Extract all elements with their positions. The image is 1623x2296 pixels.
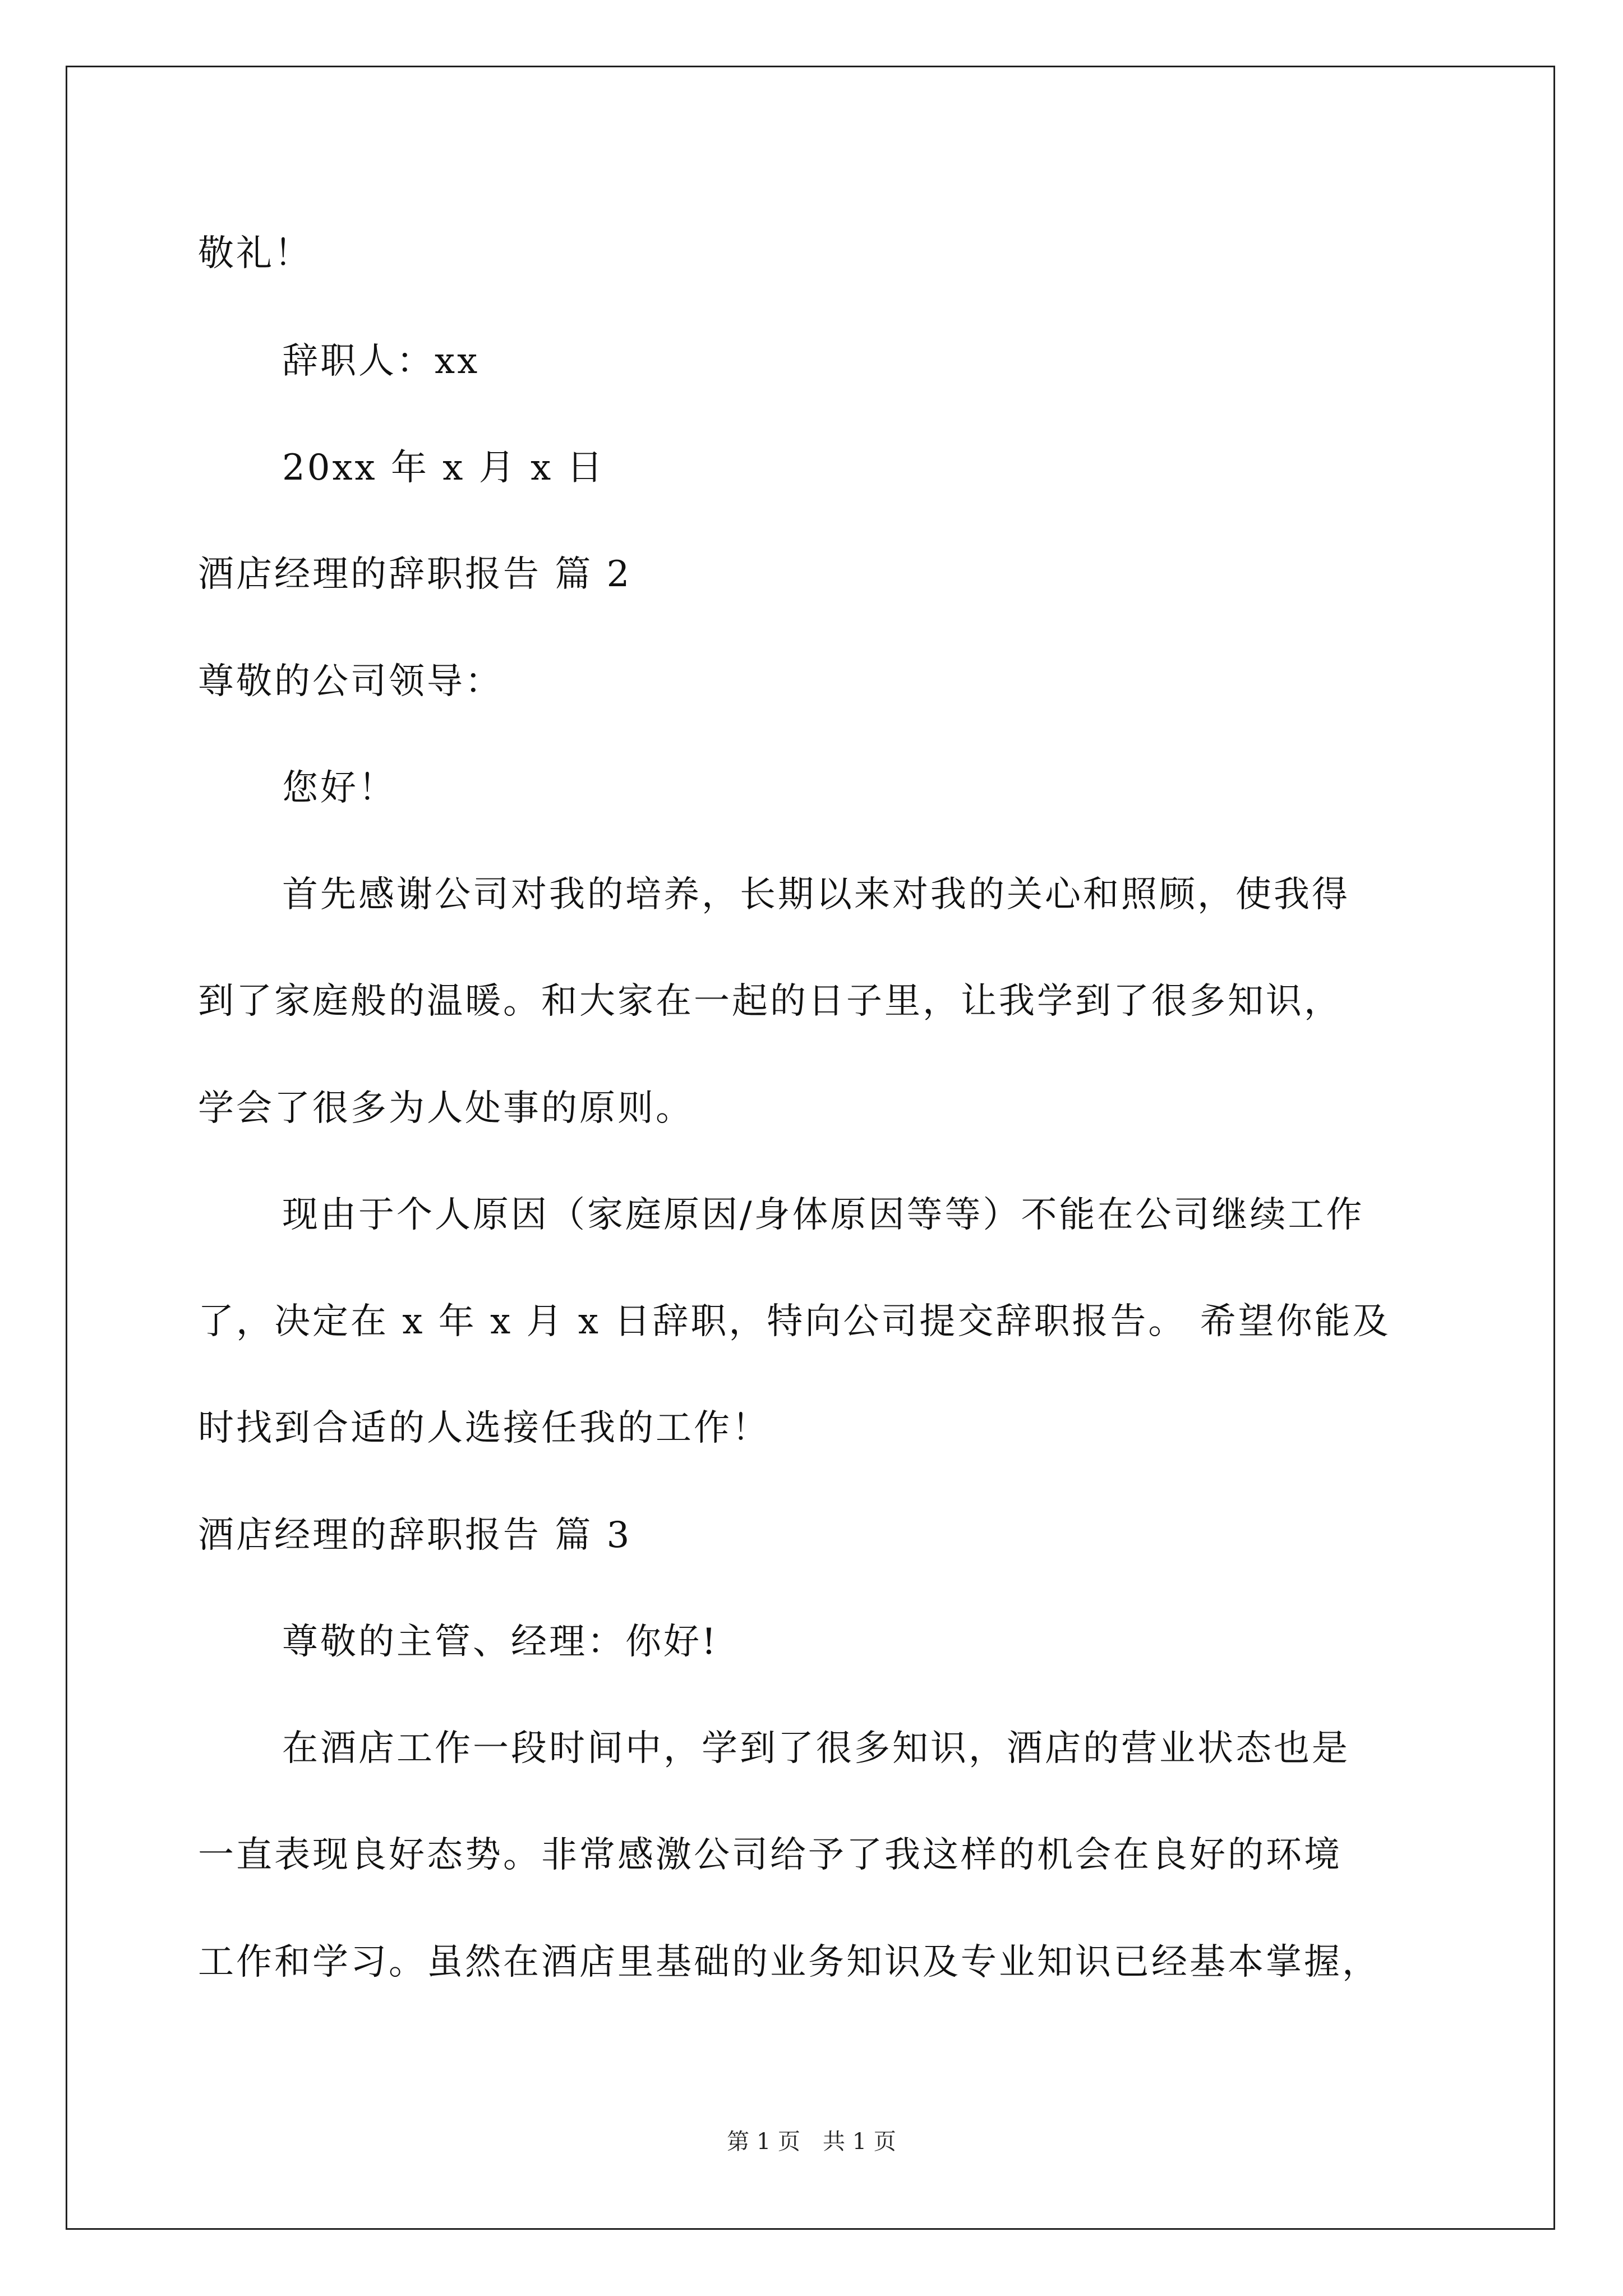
section-heading-2: 酒店经理的辞职报告 篇 2 xyxy=(198,554,632,595)
body-text-line: 了，决定在 x 年 x 月 x 日辞职，特向公司提交辞职报告。 希望你能及 xyxy=(198,1301,1391,1342)
salutation: 尊敬的主管、经理：你好! xyxy=(282,1621,718,1663)
body-text-line: 工作和学习。虽然在酒店里基础的业务知识及专业知识已经基本掌握， xyxy=(198,1941,1380,1983)
body-text-line: 到了家庭般的温暖。和大家在一起的日子里，让我学到了很多知识， xyxy=(198,981,1342,1022)
body-text-line: 首先感谢公司对我的培养，长期以来对我的关心和照顾，使我得 xyxy=(282,874,1350,915)
body-text-line: 时找到合适的人选接任我的工作！ xyxy=(198,1407,770,1449)
resigner-line: 辞职人：xx xyxy=(282,341,480,382)
body-text-line: 在酒店工作一段时间中，学到了很多知识，酒店的营业状态也是 xyxy=(282,1728,1350,1769)
salutation: 尊敬的公司领导： xyxy=(198,661,503,702)
section-heading-3: 酒店经理的辞职报告 篇 3 xyxy=(198,1515,632,1556)
date-line: 20xx 年 x 月 x 日 xyxy=(282,447,605,489)
body-text-line: 学会了很多为人处事的原则。 xyxy=(198,1088,694,1129)
closing-salute: 敬礼！ xyxy=(198,233,312,274)
page-number-footer: 第 1 页 共 1 页 xyxy=(727,2129,896,2155)
body-text-line: 现由于个人原因（家庭原因/身体原因等等）不能在公司继续工作 xyxy=(282,1194,1364,1236)
body-text-line: 一直表现良好态势。非常感激公司给予了我这样的机会在良好的环境 xyxy=(198,1834,1342,1876)
page-border xyxy=(66,66,1555,2230)
greeting: 您好！ xyxy=(282,767,396,809)
